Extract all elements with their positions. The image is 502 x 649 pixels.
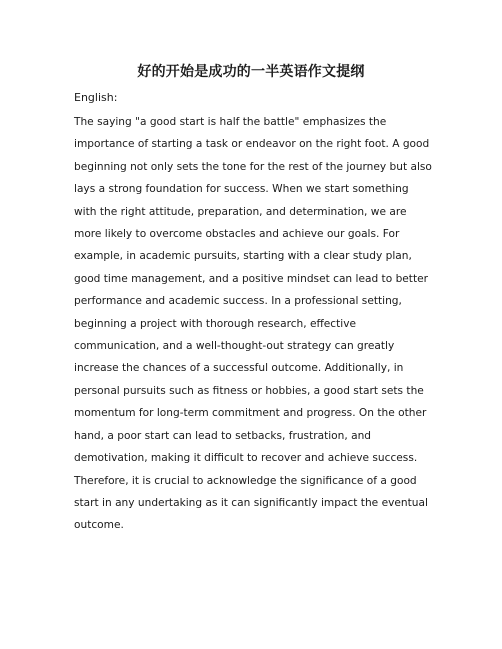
essay-paragraph: The saying "a good start is half the battle" emphasizes the importance of starting a task or endeavor on the right foot. A good beginning not only sets the tone for the rest of the journey but also lays a strong foundation for success. When we start something with the right attitude, preparation, and determination, we are more likely to overcome obstacles and achieve our goals. For example, in academic pursuits, starting with a clear study plan, good time management, and a positive mindset can lead to better performance and academic success. In a professional setting, beginning a project with thorough research, effective communication, and a well-thought-out strategy can greatly increase the chances of a successful outcome. Additionally, in personal pursuits such as fitness or hobbies, a good start sets the momentum for long-term commitment and progress. On the other hand, a poor start can lead to setbacks, frustration, and demotivation, making it difficult to recover and achieve success. Therefore, it is crucial to acknowledge the significance of a good start in any undertaking as it can significantly impact the eventual outcome. (74, 116, 432, 532)
document-title: 好的开始是成功的一半英语作文提纲 (137, 64, 365, 80)
language-label: English: (74, 91, 118, 104)
